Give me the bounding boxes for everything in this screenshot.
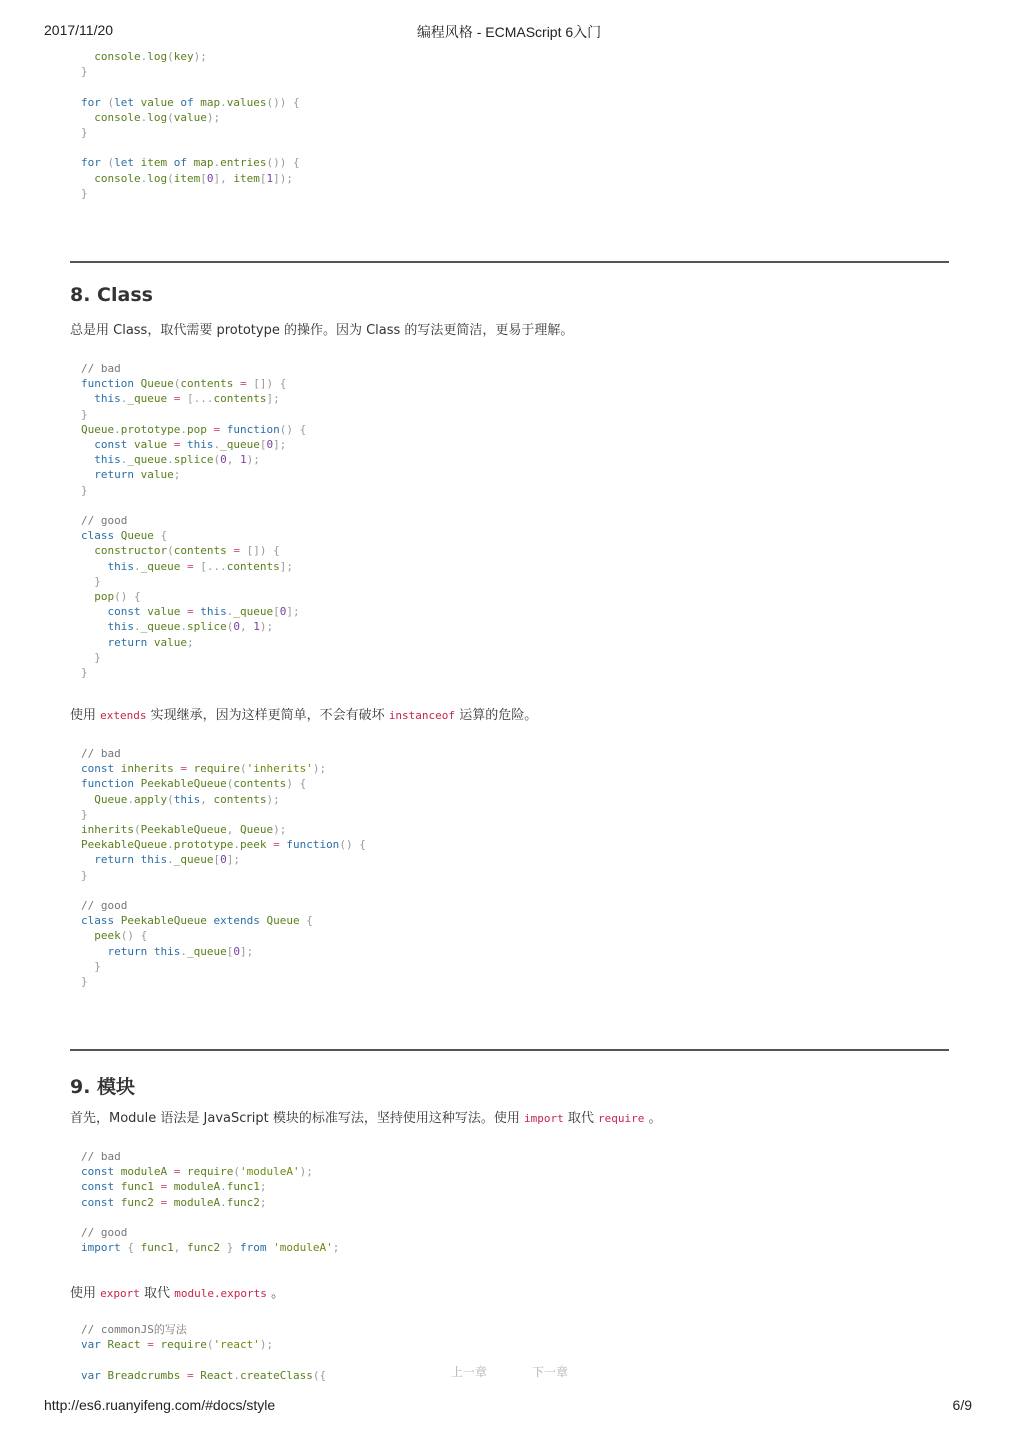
inline-code-require: require xyxy=(598,1112,645,1125)
code-block-import: // bad const moduleA = require('moduleA'); const func1 = moduleA.func1; const func2 = moduleA.func2; // good import { func1, func2 } from 'moduleA'; xyxy=(81,1150,340,1255)
inline-code-instanceof: instanceof xyxy=(388,709,456,722)
prev-chapter-link[interactable]: 上一章 xyxy=(451,1365,488,1379)
print-date: 2017/11/20 xyxy=(44,22,114,38)
print-title: 编程风格 - ECMAScript 6入门 xyxy=(416,24,602,40)
code-block-extends: // bad const inherits = require('inherits'); function PeekableQueue(contents) { Queue.apply(this, contents); } inherits(PeekableQueue, Queue); PeekableQueue.prototype.peek = function() { return this._queue[0]; } // good class PeekableQueue extends Queue { peek() { return this._queue[0]; } } xyxy=(81,747,366,989)
inline-code-extends: extends xyxy=(100,709,147,722)
print-url: http://es6.ruanyifeng.com/#docs/style xyxy=(44,1397,276,1413)
next-chapter-link[interactable]: 下一章 xyxy=(532,1365,569,1379)
print-header xyxy=(0,22,1018,42)
print-footer xyxy=(0,1397,1018,1417)
inline-code-export: export xyxy=(100,1287,140,1300)
section-heading-class: 8. Class xyxy=(70,284,153,306)
class-intro-text: 总是用 Class，取代需要 prototype 的操作。因为 Class 的写法更简洁，更易于理解。 xyxy=(70,323,574,338)
section-heading-module: 9. 模块 xyxy=(70,1076,136,1098)
code-block-map-iteration: console.log(key); } for (let value of map.values()) { console.log(value); } for (let item of map.entries()) { console.log(item[0], item[1]); } xyxy=(81,50,300,200)
extends-text: 使用 extends 实现继承，因为这样更简单，不会有破坏 instanceof 运算的危险。 xyxy=(70,708,538,723)
export-text: 使用 export 取代 module.exports 。 xyxy=(70,1286,285,1301)
inline-code-module-exports: module.exports xyxy=(174,1287,267,1300)
print-page-number: 6/9 xyxy=(952,1397,972,1413)
section-divider xyxy=(70,1049,949,1051)
code-block-export: // commonJS的写法 var React = require('react'); var Breadcrumbs = React.createClass({ xyxy=(81,1323,327,1382)
code-block-class: // bad function Queue(contents = []) { this._queue = [...contents]; } Queue.prototype.pop = function() { const value = this._queue[0]; this._queue.splice(0, 1); return value; } // good class Queue { constructor(contents = []) { this._queue = [...contents]; } pop() { const value = this._queue[0]; this._queue.splice(0, 1); return value; } } xyxy=(81,362,307,680)
section-divider xyxy=(70,261,949,263)
module-intro-text: 首先，Module 语法是 JavaScript 模块的标准写法，坚持使用这种写法。使用 import 取代 require 。 xyxy=(70,1111,662,1126)
inline-code-import: import xyxy=(523,1112,564,1125)
